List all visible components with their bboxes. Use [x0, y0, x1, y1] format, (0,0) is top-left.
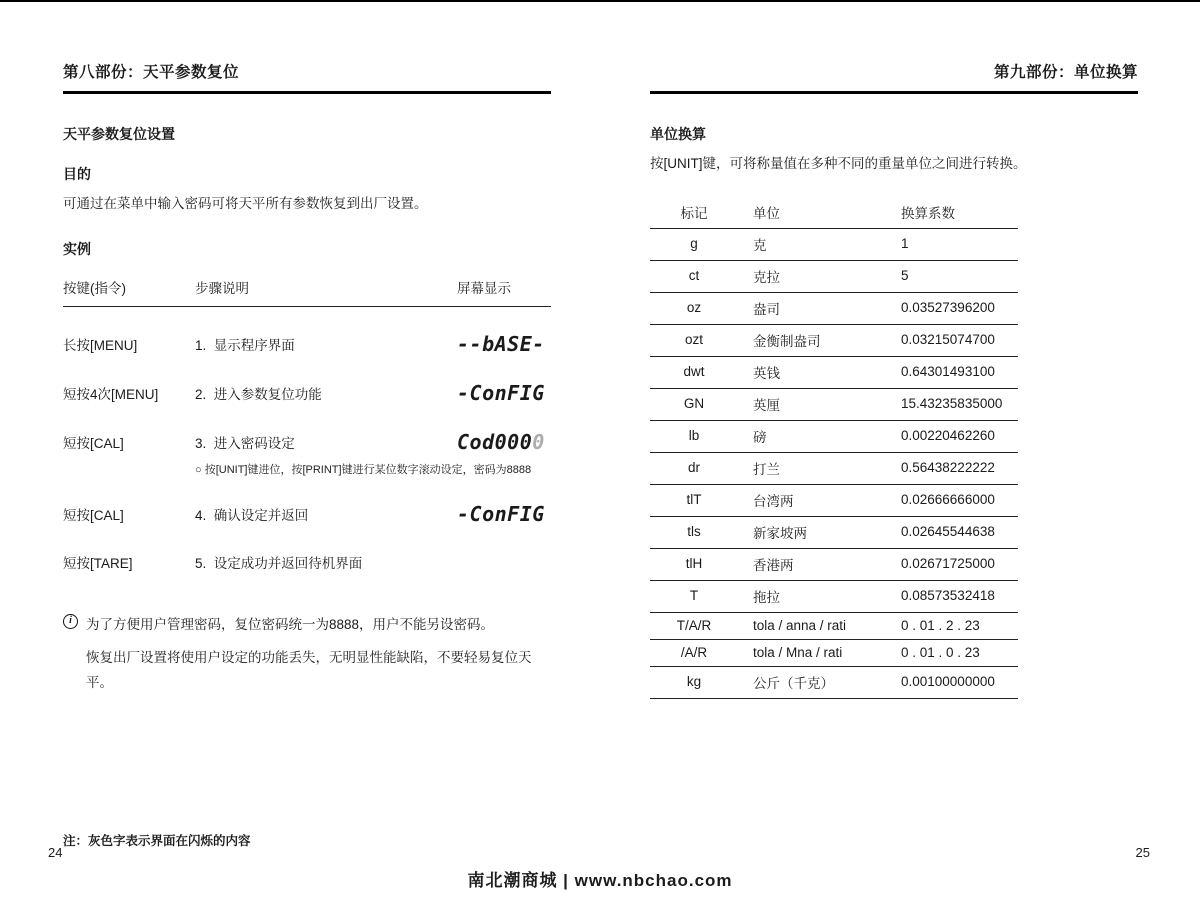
unit-table-row: [650, 292, 1018, 324]
lcd-text: -ConFIG: [457, 380, 545, 405]
unit-name-cell: 公斤（千克）: [738, 666, 886, 698]
unit-intro-text: 按[UNIT]键，可将称量值在多种不同的重量单位之间进行转换。: [650, 156, 1027, 171]
step-key: 短按[CAL]: [63, 507, 124, 523]
step-key: 短按[CAL]: [63, 435, 124, 451]
lcd-text: -ConFIG: [457, 501, 545, 526]
step-lcd-display: [457, 381, 551, 405]
unit-factor-cell: 0.00220462260: [886, 420, 1018, 452]
unit-mark-cell: oz: [650, 292, 738, 324]
unit-mark-cell: ct: [650, 260, 738, 292]
unit-name-cell: 克拉: [738, 260, 886, 292]
unit-conversion-table: [650, 197, 1018, 699]
left-chapter-heading: 第八部份：天平参数复位: [63, 60, 551, 94]
unit-mark-cell: g: [650, 228, 738, 260]
step-sub-note: ○ 按[UNIT]键进位，按[PRINT]键进行某位数字滚动设定，密码为8888: [195, 463, 532, 476]
step-row: [63, 551, 551, 573]
lcd-text: Cod000: [457, 429, 533, 454]
warning-text: 恢复出厂设置将使用户设定的功能丢失，无明显性能缺陷，不要轻易复位天平。: [86, 649, 532, 691]
unit-name-cell: 打兰: [738, 452, 886, 484]
example-title: 实例: [63, 240, 91, 257]
unit-mark-cell: kg: [650, 666, 738, 698]
step-key: 短按4次[MENU]: [63, 386, 159, 402]
unit-factor-cell: 5: [886, 260, 1018, 292]
step-key: 长按[MENU]: [63, 337, 138, 353]
unit-col-name: 单位: [738, 197, 886, 229]
unit-factor-cell: 0.56438222222: [886, 452, 1018, 484]
lcd-blinking-digit: 0: [532, 429, 545, 454]
unit-name-cell: 磅: [738, 420, 886, 452]
unit-mark-cell: dwt: [650, 356, 738, 388]
unit-factor-cell: 15.43235835000: [886, 388, 1018, 420]
page-top-edge-line: [0, 0, 1200, 2]
unit-table-row: [650, 639, 1018, 666]
unit-table-row: [650, 420, 1018, 452]
unit-name-cell: tola / Mna / rati: [738, 639, 886, 666]
unit-factor-cell: 0.08573532418: [886, 580, 1018, 612]
unit-name-cell: 英厘: [738, 388, 886, 420]
step-description: 2. 进入参数复位功能: [195, 386, 322, 402]
unit-name-cell: 香港两: [738, 548, 886, 580]
unit-table-row: [650, 580, 1018, 612]
unit-name-cell: 盎司: [738, 292, 886, 324]
unit-table-row: [650, 452, 1018, 484]
unit-name-cell: 金衡制盎司: [738, 324, 886, 356]
step-key: 短按[TARE]: [63, 555, 133, 571]
unit-mark-cell: tlT: [650, 484, 738, 516]
unit-table-row: [650, 324, 1018, 356]
unit-name-cell: 拖拉: [738, 580, 886, 612]
steps-col-display: 屏幕显示: [457, 280, 511, 296]
unit-mark-cell: lb: [650, 420, 738, 452]
unit-factor-cell: 0.02666666000: [886, 484, 1018, 516]
unit-table-row: [650, 666, 1018, 698]
unit-factor-cell: 0 . 01 . 2 . 23: [886, 612, 1018, 639]
unit-mark-cell: T/A/R: [650, 612, 738, 639]
step-lcd-display: [457, 430, 551, 454]
purpose-title: 目的: [63, 166, 91, 182]
unit-table-row: [650, 260, 1018, 292]
step-description: 4. 确认设定并返回: [195, 507, 309, 523]
unit-table-row: [650, 484, 1018, 516]
unit-factor-cell: 0.64301493100: [886, 356, 1018, 388]
unit-factor-cell: 0.00100000000: [886, 666, 1018, 698]
info-note-text: 为了方便用户管理密码，复位密码统一为8888，用户不能另设密码。: [86, 616, 495, 632]
unit-factor-cell: 0.03215074700: [886, 324, 1018, 356]
unit-mark-cell: T: [650, 580, 738, 612]
page-number-right: 25: [1135, 845, 1150, 860]
steps-col-desc: 步骤说明: [195, 280, 249, 296]
site-footer: 南北潮商城 | www.nbchao.com: [467, 871, 733, 890]
unit-table-row: [650, 516, 1018, 548]
unit-table-row: [650, 228, 1018, 260]
steps-rows: [63, 332, 551, 573]
unit-name-cell: 新家坡两: [738, 516, 886, 548]
step-description: 5. 设定成功并返回待机界面: [195, 555, 363, 571]
info-icon: i: [63, 614, 78, 629]
step-row: [63, 502, 551, 526]
right-page-section: [650, 60, 1138, 699]
step-row: [63, 332, 551, 356]
unit-table-header-row: [650, 197, 1018, 229]
right-chapter-heading: 第九部份：单位换算: [650, 60, 1138, 94]
unit-table-row: [650, 548, 1018, 580]
left-page-section: [63, 60, 551, 696]
unit-name-cell: 英钱: [738, 356, 886, 388]
unit-mark-cell: tlH: [650, 548, 738, 580]
unit-name-cell: 台湾两: [738, 484, 886, 516]
unit-factor-cell: 1: [886, 228, 1018, 260]
unit-col-mark: 标记: [650, 197, 738, 229]
unit-mark-cell: dr: [650, 452, 738, 484]
step-lcd-display: [457, 332, 551, 356]
unit-table-body: [650, 228, 1018, 698]
unit-table-row: [650, 612, 1018, 639]
unit-mark-cell: GN: [650, 388, 738, 420]
left-section-title: 天平参数复位设置: [63, 126, 175, 142]
step-row: [63, 430, 551, 454]
unit-name-cell: tola / anna / rati: [738, 612, 886, 639]
step-lcd-display: [457, 502, 551, 526]
unit-mark-cell: /A/R: [650, 639, 738, 666]
page-number-left: 24: [48, 845, 63, 860]
unit-factor-cell: 0.03527396200: [886, 292, 1018, 324]
unit-mark-cell: tls: [650, 516, 738, 548]
right-section-title: 单位换算: [650, 126, 706, 142]
unit-factor-cell: 0.02645544638: [886, 516, 1018, 548]
steps-header-row: [63, 277, 551, 307]
flash-note: 注：灰色字表示界面在闪烁的内容: [63, 834, 251, 848]
steps-table: [63, 277, 551, 573]
unit-col-factor: 换算系数: [886, 197, 1018, 229]
unit-factor-cell: 0 . 01 . 0 . 23: [886, 639, 1018, 666]
unit-mark-cell: ozt: [650, 324, 738, 356]
step-description: 3. 进入密码设定: [195, 435, 295, 451]
unit-table-row: [650, 388, 1018, 420]
steps-col-key: 按键(指令): [63, 280, 126, 296]
unit-name-cell: 克: [738, 228, 886, 260]
unit-factor-cell: 0.02671725000: [886, 548, 1018, 580]
lcd-text: --bASE-: [457, 331, 545, 356]
step-description: 1. 显示程序界面: [195, 337, 295, 353]
unit-table-row: [650, 356, 1018, 388]
purpose-text: 可通过在菜单中输入密码可将天平所有参数恢复到出厂设置。: [63, 196, 428, 211]
info-note: [63, 613, 551, 633]
step-row: [63, 381, 551, 405]
